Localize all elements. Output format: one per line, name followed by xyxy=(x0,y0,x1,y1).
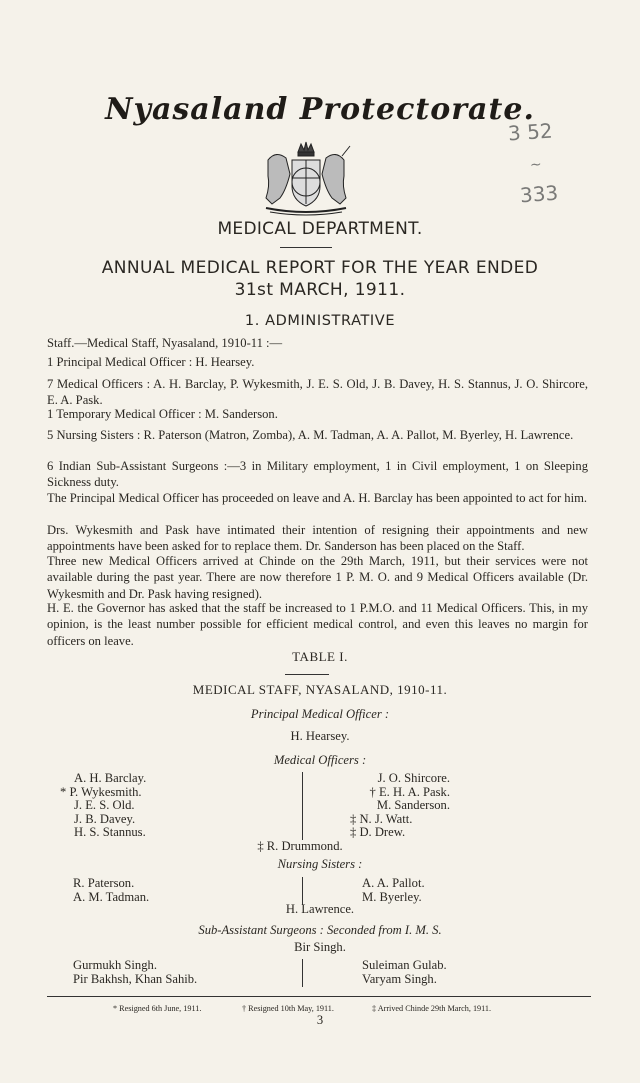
handwritten-scribble: ~ xyxy=(529,156,543,174)
list-item: Varyam Singh. xyxy=(362,971,437,986)
protectorate-title: Nyasaland Protectorate. xyxy=(105,92,535,127)
paragraph-governor: H. E. the Governor has asked that the staff be increased to 1 P.M.O. and 11 Medical Officers. This, in my opinion, is the least number possible for efficient medical control, and even this leaves no margin for officers on leave. xyxy=(47,601,588,648)
handwritten-note-2: 333 xyxy=(519,180,559,208)
paragraph-medical-officers: 7 Medical Officers : A. H. Barclay, P. Wykesmith, J. E. S. Old, J. B. Davey, H. S. Stannus, J. O. Shircore, E. A. Pask. xyxy=(47,377,588,408)
list-item: A. A. Pallot. xyxy=(362,876,425,890)
table-title: MEDICAL STAFF, NYASALAND, 1910-11. xyxy=(192,682,448,697)
divider-short xyxy=(280,247,332,248)
list-item: M. Byerley. xyxy=(362,889,422,904)
pmo-name: H. Hearsey. xyxy=(290,729,350,743)
list-item: J. E. S. Old. xyxy=(74,798,135,812)
paragraph-temporary-officer: 1 Temporary Medical Officer : M. Sanderson. xyxy=(47,407,278,421)
list-item: A. M. Tadman. xyxy=(73,889,150,904)
section-heading: 1. ADMINISTRATIVE xyxy=(244,313,396,329)
medical-officers-heading: Medical Officers : xyxy=(273,753,367,767)
handwritten-note-1: 3 52 xyxy=(507,118,554,146)
sas-left-column xyxy=(73,959,253,986)
list-item: M. Sanderson. xyxy=(376,798,450,812)
sas-column-divider xyxy=(302,959,303,987)
paragraph-staff: Staff.—Medical Staff, Nyasaland, 1910-11 :— xyxy=(47,336,283,350)
list-item: Pir Bakhsh, Khan Sahib. xyxy=(73,971,198,986)
table-label: TABLE I. xyxy=(292,649,348,664)
footnote-rule xyxy=(47,996,591,997)
ns-left-column xyxy=(73,877,193,904)
footnote-resigned-may: † Resigned 10th May, 1911. xyxy=(242,1004,334,1013)
paragraph-nursing-sisters: 5 Nursing Sisters : R. Paterson (Matron, Zomba), A. M. Tadman, A. A. Pallot, M. Byerley, H. Lawrence. xyxy=(47,428,574,442)
paragraph-pmo: 1 Principal Medical Officer : H. Hearsey. xyxy=(47,355,255,369)
mo-right-column xyxy=(340,772,450,840)
paragraph-resignations: Drs. Wykesmith and Pask have intimated their intention of resigning their appointments and new appointments have been asked for to replace them. Dr. Sanderson has been placed on the Staff. xyxy=(47,523,588,554)
paragraph-leave: The Principal Medical Officer has proceeded on leave and A. H. Barclay has been appointed to act for him. xyxy=(47,491,588,505)
list-item: J. B. Davey. xyxy=(74,811,136,826)
ns-column-divider xyxy=(302,877,303,905)
paragraph-sub-assistant: 6 Indian Sub-Assistant Surgeons :—3 in Military employment, 1 in Civil employment, 1 on Sleeping Sickness duty. xyxy=(47,459,588,490)
list-item: H. S. Stannus. xyxy=(74,825,146,839)
table-title-divider xyxy=(285,674,329,675)
coat-of-arms-icon xyxy=(246,138,366,216)
list-item: A. H. Barclay. xyxy=(74,771,147,785)
nursing-sisters-heading: Nursing Sisters : xyxy=(277,857,363,871)
report-title-line1: ANNUAL MEDICAL REPORT FOR THE YEAR ENDED xyxy=(101,258,539,278)
report-title-line2: 31st MARCH, 1911. xyxy=(234,280,406,300)
ns-right-column xyxy=(362,877,462,904)
list-item: † E. H. A. Pask. xyxy=(369,784,450,799)
list-item: Suleiman Gulab. xyxy=(362,958,447,972)
list-item: ‡ D. Drew. xyxy=(350,825,406,839)
sas-right-column xyxy=(362,959,482,986)
list-item: ‡ N. J. Watt. xyxy=(350,811,413,826)
mo-bottom-name: ‡ R. Drummond. xyxy=(257,839,343,853)
mo-left-column xyxy=(60,772,180,840)
list-item: J. O. Shircore. xyxy=(377,771,450,785)
list-item: R. Paterson. xyxy=(73,876,135,890)
sas-center-name: Bir Singh. xyxy=(294,940,346,954)
paragraph-new-officers: Three new Medical Officers arrived at Chinde on the 29th March, 1911, but their services were not available during the past year. There are now therefore 1 P. M. O. and 9 Medical Officers available (Dr. Wykesmith and Dr. Pask having resigned). xyxy=(47,554,588,601)
department-heading: MEDICAL DEPARTMENT. xyxy=(217,219,423,239)
page-number: 3 xyxy=(316,1013,324,1027)
footnote-resigned-june: * Resigned 6th June, 1911. xyxy=(113,1004,202,1013)
sas-heading: Sub-Assistant Surgeons : Seconded from I. M. S. xyxy=(198,923,442,937)
list-item: Gurmukh Singh. xyxy=(73,958,157,972)
ns-bottom-name: H. Lawrence. xyxy=(285,902,355,916)
mo-column-divider xyxy=(302,772,303,840)
footnote-arrived-chinde: ‡ Arrived Chinde 29th March, 1911. xyxy=(372,1004,492,1013)
pmo-heading: Principal Medical Officer : xyxy=(250,707,390,721)
list-item: * P. Wykesmith. xyxy=(60,784,142,799)
